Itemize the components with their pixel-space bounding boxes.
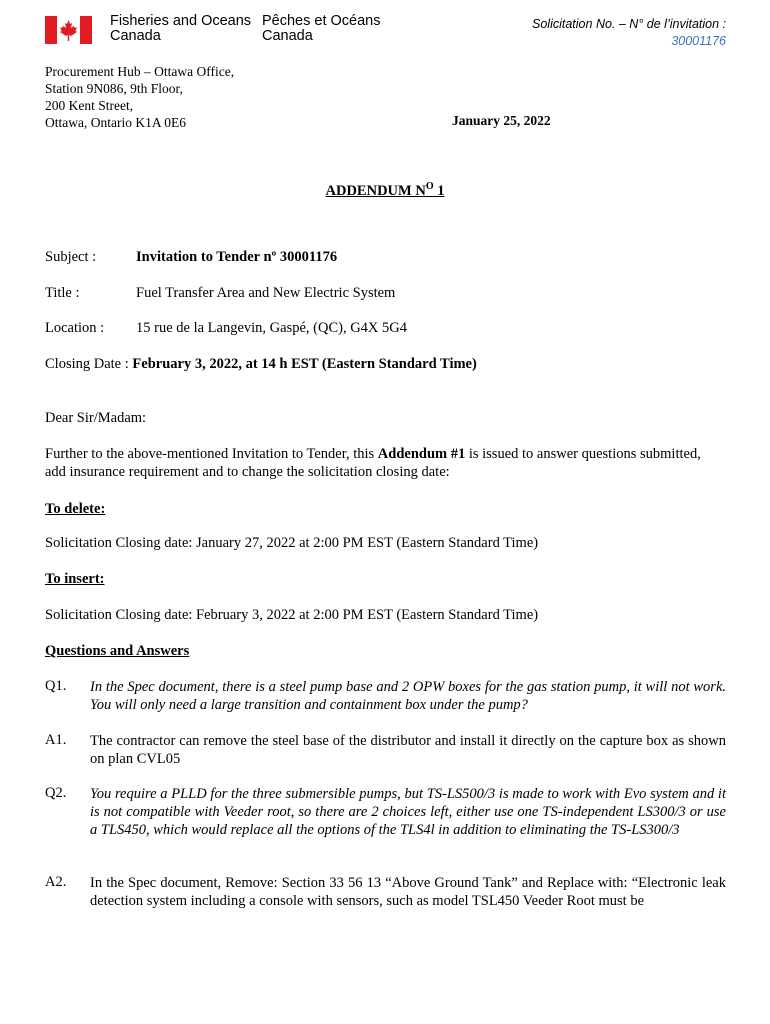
solicitation-number: 30001176 [671,34,726,48]
intro-paragraph [45,445,725,481]
closing-date-row [45,356,477,373]
subject-label: Subject : [45,249,97,265]
closing-date-value: February 3, 2022, at 14 h EST (Eastern Standard Time) [132,356,477,372]
intro-bold: Addendum #1 [377,446,466,462]
qa-label: A2. [45,874,67,890]
qa-answer-text: In the Spec document, Remove: Section 33 56 13 “Above Ground Tank” and Replace with: “Electronic leak detection system including a console with sensors, such as model TSL450 Veeder Root must be [90,875,726,909]
address-line: Ottawa, Ontario K1A 0E6 [45,115,186,130]
addendum-heading [0,181,770,200]
qa-question-text: In the Spec document, there is a steel pump base and 2 OPW boxes for the gas station pump, it will not work. You will only need a large transition and containment box under the pump? [90,679,726,713]
intro-part1: Further to the above-mentioned Invitation to Tender, this [45,446,378,462]
to-delete-text: Solicitation Closing date: January 27, 2022 at 2:00 PM EST (Eastern Standard Time) [45,535,539,551]
salutation: Dear Sir/Madam: [45,410,147,426]
addendum-heading-num: 1 [433,182,445,199]
qa-answer-text: The contractor can remove the steel base of the distributor and install it directly on the capture box as shown on plan CVL05 [90,733,726,767]
address-line: 200 Kent Street, [45,98,134,113]
qa-label: A1. [45,732,67,748]
dept-fr-line1: Pêches et Océans [262,13,381,29]
solicitation-label: Solicitation No. – N° de l’invitation : [532,17,726,31]
location-label: Location : [45,320,105,336]
to-insert-heading: To insert: [45,571,105,587]
title-label: Title : [45,285,80,301]
intro-part2: is issued to answer questions submitted, add insurance requirement and to change the solicitation closing date: [45,446,701,480]
dept-en-line2: Canada [110,28,161,44]
address-line: Procurement Hub – Ottawa Office, [45,64,235,79]
department-name-english [110,14,251,44]
title-value: Fuel Transfer Area and New Electric System [136,285,396,301]
dept-fr-line2: Canada [262,28,313,44]
to-delete-heading: To delete: [45,501,106,517]
qa-heading: Questions and Answers [45,643,190,659]
sender-address [45,63,234,131]
to-insert-text: Solicitation Closing date: February 3, 2022 at 2:00 PM EST (Eastern Standard Time) [45,607,539,623]
solicitation-reference [532,16,726,50]
subject-value: Invitation to Tender nº 30001176 [136,249,338,265]
canada-flag-icon [45,16,92,44]
addendum-heading-text: ADDENDUM N [325,182,426,199]
location-value: 15 rue de la Langevin, Gaspé, (QC), G4X 5G4 [136,320,407,336]
address-line: Station 9N086, 9th Floor, [45,81,183,96]
letter-date: January 25, 2022 [452,113,551,128]
qa-question-text: You require a PLLD for the three submersible pumps, but TS-LS500/3 is made to work with Evo system and it is not compatible with Veeder root, so there are 2 choices left, either use one TS-independent LS300/3 or use a TLS450, which would replace all the options of the TLS4l in addition to eliminating the TS-LS300/3 [90,786,726,838]
qa-label: Q1. [45,678,67,694]
addendum-heading-sup: O [425,181,434,192]
closing-date-label: Closing Date : [45,356,129,372]
department-name-french [262,14,381,44]
dept-en-line1: Fisheries and Oceans [110,13,252,29]
qa-label: Q2. [45,785,67,801]
